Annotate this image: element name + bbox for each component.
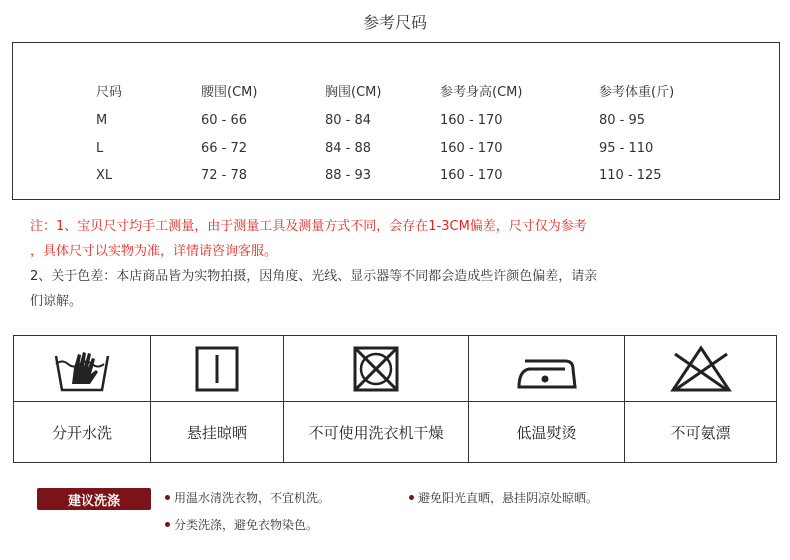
cell-height: 160 - 170 [440, 113, 503, 128]
cell-chest: 80 - 84 [325, 113, 372, 128]
note-line-4: 们谅解。 [30, 294, 83, 309]
header-waist: 腰围(CM) [201, 85, 258, 100]
table-row [13, 113, 779, 133]
advice-item: 分类洗涤，避免衣物染色。 [165, 516, 318, 533]
size-table [12, 42, 780, 200]
no-bleach-icon [669, 344, 733, 394]
cell-chest: 88 - 93 [325, 168, 372, 183]
cell-size: XL [96, 168, 113, 183]
care-cell-no-bleach [625, 336, 776, 462]
note-line-1: 注：1、宝贝尺寸均手工测量，由于测量工具及测量方式不同，会存在1-3CM偏差，尺寸仅为参考 [30, 219, 587, 234]
cell-weight: 80 - 95 [599, 113, 646, 128]
note-line-3: 2、关于色差：本店商品皆为实物拍摄，因角度、光线、显示器等不同都会造成些许颜色偏差，请亲 [30, 269, 598, 284]
care-instructions-grid [13, 335, 777, 463]
cell-height: 160 - 170 [440, 168, 503, 183]
iron-low-icon [515, 347, 579, 391]
cell-size: M [96, 113, 108, 128]
header-height: 参考身高(CM) [440, 85, 523, 100]
cell-waist: 60 - 66 [201, 113, 248, 128]
care-cell-hang-dry [151, 336, 284, 462]
care-cell-no-tumble-dry [284, 336, 469, 462]
note-line-2: ，具体尺寸以实物为准，详情请咨询客服。 [30, 244, 278, 259]
cell-waist: 72 - 78 [201, 168, 248, 183]
advice-item: 避免阳光直晒，悬挂阴凉处晾晒。 [409, 489, 598, 506]
care-label: 不可氨漂 [670, 423, 731, 442]
cell-waist: 66 - 72 [201, 141, 248, 156]
header-size: 尺码 [96, 85, 123, 100]
cell-chest: 84 - 88 [325, 141, 372, 156]
care-cell-iron-low [469, 336, 625, 462]
cell-weight: 110 - 125 [599, 168, 662, 183]
cell-weight: 95 - 110 [599, 141, 654, 156]
table-row [13, 141, 779, 161]
no-tumble-dry-icon [352, 345, 400, 393]
table-row [13, 168, 779, 188]
size-table-header [13, 81, 779, 101]
care-label: 低温熨烫 [516, 423, 577, 442]
care-cell-hand-wash [14, 336, 151, 462]
hang-dry-icon [194, 345, 240, 393]
cell-size: L [96, 141, 104, 156]
care-label: 悬挂晾晒 [186, 423, 247, 442]
care-label: 分开水洗 [51, 423, 112, 442]
bullet-dot [409, 495, 414, 500]
advice-item: 用温水清洗衣物，不宜机洗。 [165, 489, 330, 506]
header-weight: 参考体重(斤) [599, 85, 675, 100]
header-chest: 胸围(CM) [325, 85, 382, 100]
bullet-dot [165, 495, 170, 500]
bullet-dot [165, 522, 170, 527]
care-label: 不可使用洗衣机干燥 [308, 423, 444, 442]
size-notes [30, 214, 770, 314]
hand-wash-icon [52, 344, 112, 394]
cell-height: 160 - 170 [440, 141, 503, 156]
page-title: 参考尺码 [362, 13, 427, 32]
washing-advice-tag: 建议洗涤 [37, 488, 151, 510]
